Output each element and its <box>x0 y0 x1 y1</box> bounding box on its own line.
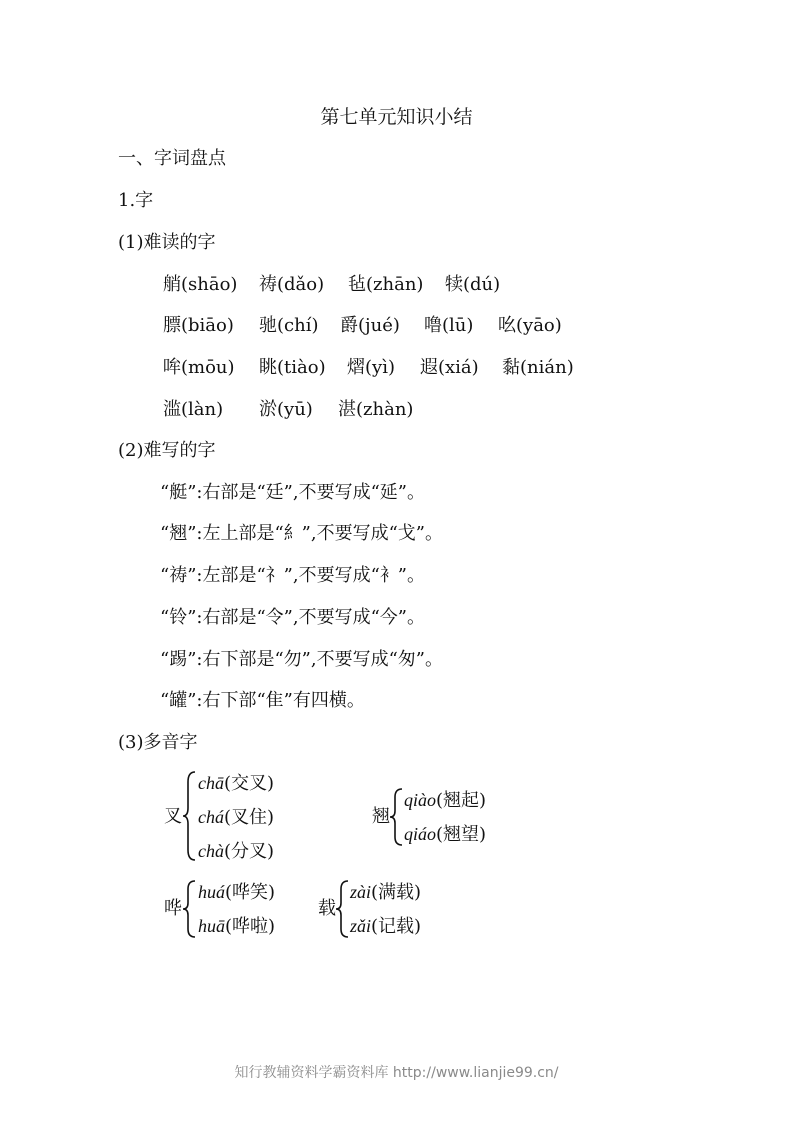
reading-item: chà(分叉) <box>198 841 275 862</box>
word-item: 毡(zhān) <box>348 274 424 295</box>
reading-item: qiáo(翘望) <box>404 824 487 845</box>
reading-item: qiào(翘起) <box>404 790 487 811</box>
part-heading-hard-to-read: (1)难读的字 <box>118 232 216 253</box>
reading-item: huā(哗啦) <box>198 916 276 937</box>
brace-icon <box>389 787 405 847</box>
writing-tip: “铃”:右部是“令”,不要写成“今”。 <box>160 607 425 628</box>
subsection-heading: 1.字 <box>118 190 154 211</box>
reading-item: huá(哗笑) <box>198 882 276 903</box>
writing-tip: “艇”:右部是“廷”,不要写成“延”。 <box>160 482 425 503</box>
word-item: 吆(yāo) <box>498 315 562 336</box>
word-item: 眺(tiào) <box>259 357 326 378</box>
polyphonic-char: 翘 <box>372 806 390 827</box>
word-item: 哞(mōu) <box>163 357 235 378</box>
reading-item: chá(叉住) <box>198 807 275 828</box>
brace-icon <box>335 879 351 939</box>
word-item: 淤(yū) <box>259 399 313 420</box>
polyphonic-char: 哗 <box>164 898 182 919</box>
part-heading-polyphonic: (3)多音字 <box>118 732 198 753</box>
polyphonic-char: 载 <box>318 898 336 919</box>
brace-icon <box>182 879 198 939</box>
word-item: 艄(shāo) <box>163 274 238 295</box>
word-item: 湛(zhàn) <box>338 399 414 420</box>
word-item: 遐(xiá) <box>420 357 479 378</box>
word-item: 噜(lū) <box>424 315 474 336</box>
word-item: 滥(làn) <box>163 399 224 420</box>
word-item: 熠(yì) <box>347 357 395 378</box>
reading-item: zǎi(记载) <box>350 916 422 937</box>
word-item: 爵(jué) <box>340 315 400 336</box>
word-item: 犊(dú) <box>445 274 501 295</box>
footer-watermark: 知行教辅资料学霸资料库 http://www.lianjie99.cn/ <box>234 1065 559 1081</box>
word-item: 膘(biāo) <box>163 315 234 336</box>
part-heading-hard-to-write: (2)难写的字 <box>118 440 216 461</box>
polyphonic-char: 叉 <box>164 806 182 827</box>
section-heading: 一、字词盘点 <box>118 148 226 169</box>
brace-icon <box>182 770 198 862</box>
word-item: 驰(chí) <box>259 315 319 336</box>
word-item: 祷(dǎo) <box>259 274 325 295</box>
writing-tip: “踢”:右下部是“勿”,不要写成“匆”。 <box>160 649 443 670</box>
reading-item: zài(满载) <box>350 882 422 903</box>
writing-tip: “祷”:左部是“礻”,不要写成“衤”。 <box>160 565 425 586</box>
writing-tip: “翘”:左上部是“⺯”,不要写成“戈”。 <box>160 523 443 544</box>
writing-tip: “罐”:右下部“隹”有四横。 <box>160 690 365 711</box>
reading-item: chā(交叉) <box>198 773 275 794</box>
word-item: 黏(nián) <box>502 357 574 378</box>
page-title: 第七单元知识小结 <box>320 106 473 128</box>
